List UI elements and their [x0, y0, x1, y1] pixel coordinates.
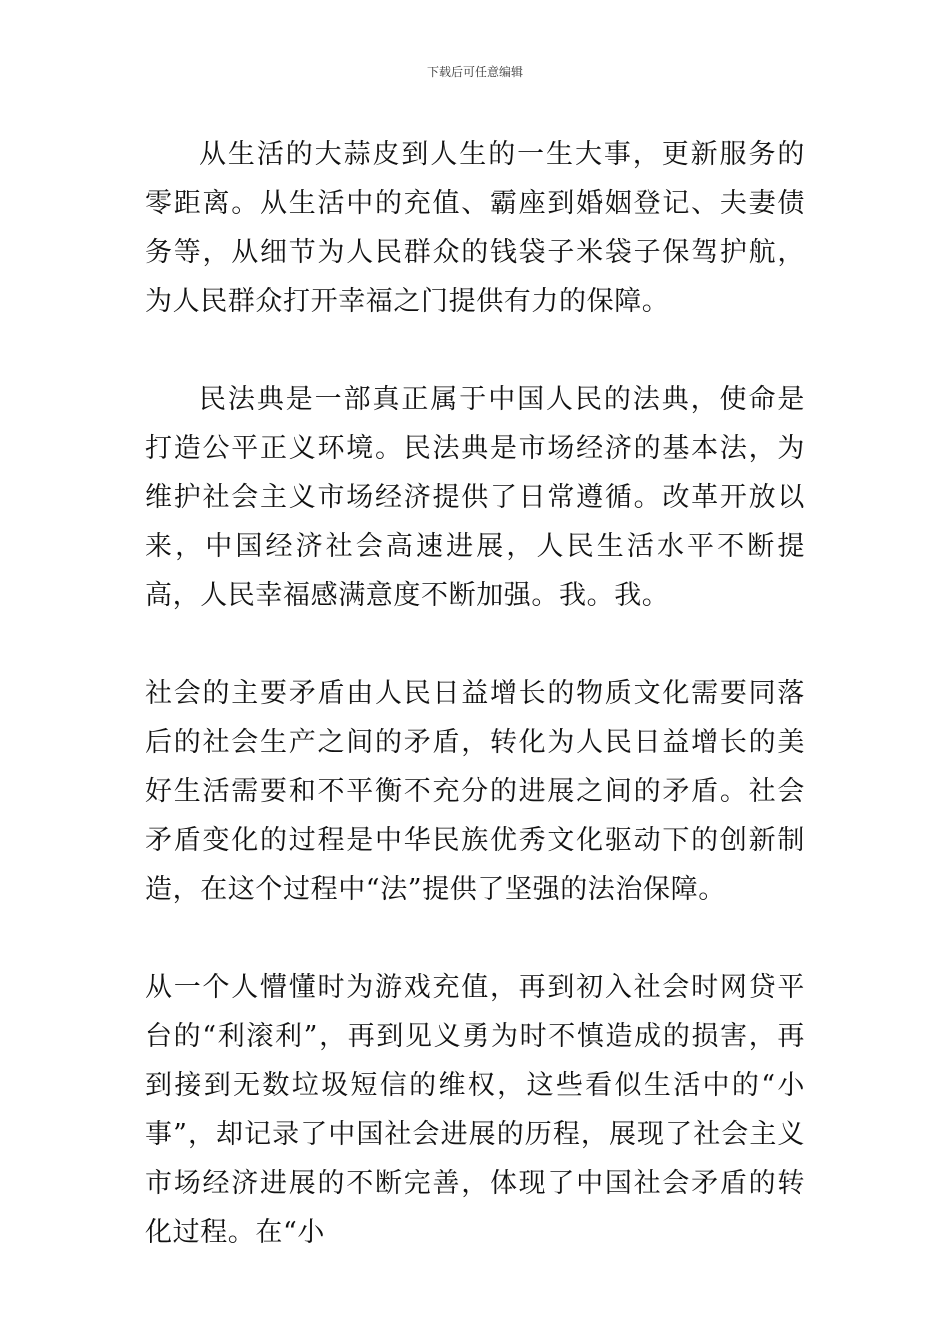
paragraph-4: 从一个人懵懂时为游戏充值，再到初入社会时网贷平台的“利滚利”，再到见义勇为时不慎造成的损害，再到接到无数垃圾短信的维权，这些看似生活中的“小事”，却记录了中国社会进展的历程，展现了社会主义市场经济进展的不断完善，体现了中国社会矛盾的转化过程。在“小 — [145, 972, 805, 1248]
paragraph-gap — [145, 326, 805, 375]
paragraph-gap — [145, 620, 805, 669]
page-header: 下载后可任意编辑 — [426, 65, 523, 79]
document-body — [145, 130, 805, 1257]
paragraph-3: 社会的主要矛盾由人民日益增长的物质文化需要同落后的社会生产之间的矛盾，转化为人民日益增长的美好生活需要和不平衡不充分的进展之间的矛盾。社会矛盾变化的过程是中华民族优秀文化驱动下的创新制造，在这个过程中“法”提供了坚强的法治保障。 — [145, 678, 805, 905]
paragraph-2: 民法典是一部真正属于中国人民的法典，使命是打造公平正义环境。民法典是市场经济的基本法，为维护社会主义市场经济提供了日常遵循。改革开放以来，中国经济社会高速进展，人民生活水平不断提高，人民幸福感满意度不断加强。我。我。 — [145, 384, 805, 611]
paragraph-gap — [145, 914, 805, 963]
paragraph-1: 从生活的大蒜皮到人生的一生大事，更新服务的零距离。从生活中的充值、霸座到婚姻登记、夫妻债务等，从细节为人民群众的钱袋子米袋子保驾护航，为人民群众打开幸福之门提供有力的保障。 — [145, 139, 805, 317]
